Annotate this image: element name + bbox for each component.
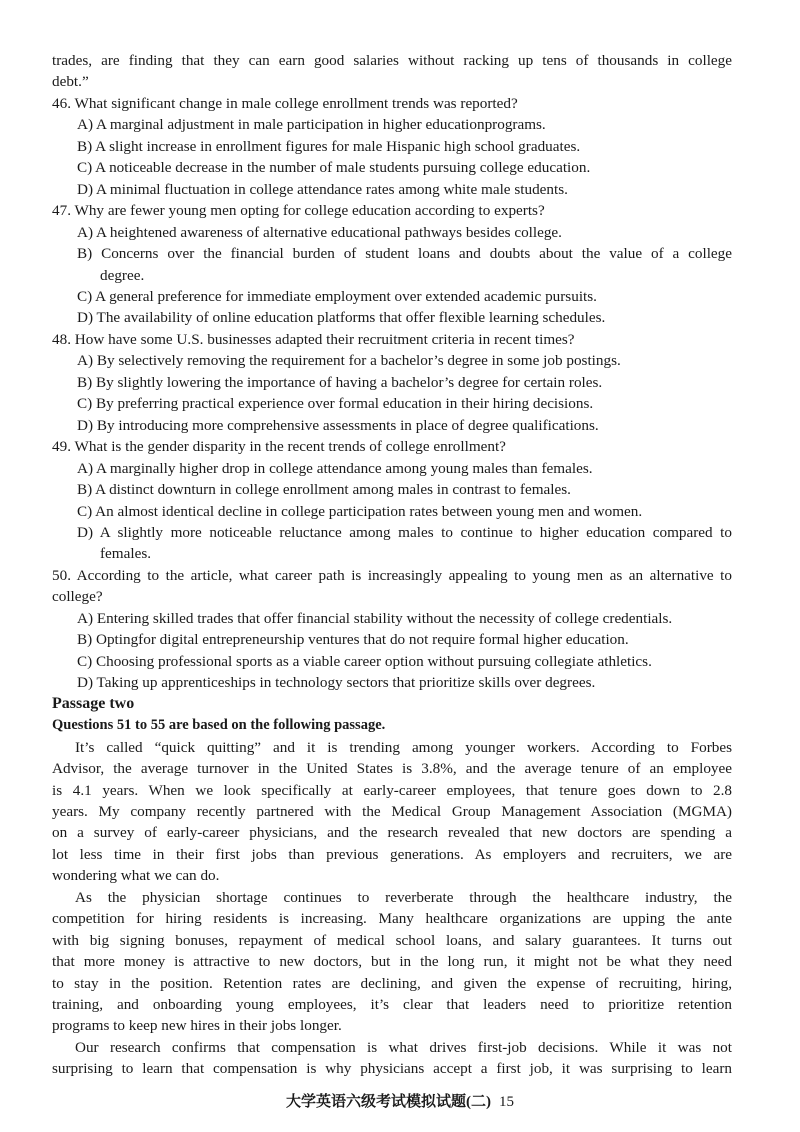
option-line: C) A noticeable decrease in the number of male students pursuing college education. <box>77 159 591 177</box>
answer-option <box>52 114 732 135</box>
answer-option <box>52 501 732 522</box>
question-stem <box>52 436 732 457</box>
paragraph-line: wondering what we can do. <box>52 867 220 885</box>
question-item <box>52 565 732 694</box>
option-line: C) By preferring practical experience over formal education in their hiring decisions. <box>77 395 594 413</box>
option-line: B) A slight increase in enrollment figures for male Hispanic high school graduates. <box>77 137 581 155</box>
option-line: degree. <box>100 266 145 284</box>
option-line: B) By slightly lowering the importance of having a bachelor’s degree for certain roles. <box>77 373 603 391</box>
paragraph-line: years. My company recently partnered with the Medical Group Management Association (MGMA) <box>52 802 732 820</box>
paragraph-line: Advisor, the average turnover in the United States is 3.8%, and the average tenure of an employee <box>52 760 732 778</box>
option-line: B) Optingfor digital entrepreneurship ventures that do not require formal higher education. <box>77 631 629 649</box>
option-line: A) By selectively removing the requirement for a bachelor’s degree in some job postings. <box>77 352 621 370</box>
option-line: D) By introducing more comprehensive assessments in place of degree qualifications. <box>77 416 599 434</box>
intro-text <box>52 50 732 93</box>
passage-instruction: Questions 51 to 55 are based on the following passage. <box>52 716 386 733</box>
question-stem <box>52 565 732 608</box>
option-line: D) Taking up apprenticeships in technology sectors that prioritize skills over degrees. <box>77 674 596 692</box>
question-item <box>52 329 732 436</box>
passage-paragraph <box>52 887 732 1037</box>
option-line: A) A marginally higher drop in college attendance among young males than females. <box>77 459 593 477</box>
answer-option <box>52 415 732 436</box>
paragraph-line: As the physician shortage continues to reverberate through the healthcare industry, the <box>75 888 732 906</box>
option-line: B) A distinct downturn in college enrollment among males in contrast to females. <box>77 481 571 499</box>
passage-paragraph <box>52 737 732 887</box>
option-line: females. <box>100 545 152 563</box>
answer-option <box>52 393 732 414</box>
option-line: C) An almost identical decline in college participation rates between young men and women. <box>77 502 643 520</box>
text-line: trades, are finding that they can earn good salaries without racking up tens of thousands in college <box>52 52 732 69</box>
passage-title: Passage two <box>52 694 135 712</box>
answer-option <box>52 157 732 178</box>
paragraph-line: with big signing bonuses, repayment of medical school loans, and salary guarantees. It turns out <box>52 931 732 949</box>
answer-option <box>52 136 732 157</box>
answer-option <box>52 458 732 479</box>
paragraph-line: programs to keep new hires in their jobs longer. <box>52 1017 342 1035</box>
paragraph-line: training, and onboarding young employees, it’s clear that leaders need to prioritize retention <box>52 996 732 1014</box>
answer-option <box>52 479 732 500</box>
answer-option <box>52 307 732 328</box>
paragraph-line: surprising to learn that compensation is why physicians accept a first job, it was surprising to learn <box>52 1060 732 1078</box>
question-stem <box>52 200 732 221</box>
question-stem-line: 48. How have some U.S. businesses adapted their recruitment criteria in recent times? <box>52 330 575 348</box>
question-stem-line: 50. According to the article, what career path is increasingly appealing to young men as an alternative to <box>52 566 732 584</box>
question-stem-line: 47. Why are fewer young men opting for college education according to experts? <box>52 202 545 220</box>
option-line: B) Concerns over the financial burden of student loans and doubts about the value of a college <box>77 245 732 263</box>
question-stem <box>52 93 732 114</box>
option-line: A) A marginal adjustment in male participation in higher educationprograms. <box>77 116 546 134</box>
question-list <box>52 93 732 694</box>
option-line: D) The availability of online education platforms that offer flexible learning schedules. <box>77 309 606 327</box>
paragraph-line: competition for hiring residents is increasing. Many healthcare organizations are upping the ante <box>52 910 732 928</box>
paragraph-line: on a survey of early-career physicians, and the research revealed that new doctors are spending a <box>52 824 732 842</box>
answer-option <box>52 372 732 393</box>
paragraph-line: to stay in the position. Retention rates are declining, and given the expense of recruiting, hiring, <box>52 974 732 992</box>
paragraph-line: Our research confirms that compensation is what drives first-job decisions. While it was not <box>75 1038 732 1056</box>
passage-body <box>52 737 732 1080</box>
option-line: C) A general preference for immediate employment over extended academic pursuits. <box>77 287 597 305</box>
option-line: D) A minimal fluctuation in college attendance rates among white male students. <box>77 180 568 198</box>
text-line: debt.” <box>52 73 89 91</box>
answer-option <box>52 179 732 200</box>
paragraph-line: is 4.1 years. When we look specifically at early-career employees, that tenure goes down to 2.8 <box>52 781 732 799</box>
question-item <box>52 200 732 329</box>
question-stem-line: 49. What is the gender disparity in the recent trends of college enrollment? <box>52 438 506 456</box>
paragraph-line: lot less time in their first jobs than previous generations. As employers and recruiters, we are <box>52 845 732 863</box>
page-footer <box>0 1090 800 1111</box>
option-line: D) A slightly more noticeable reluctance among males to continue to higher education compared to <box>77 523 732 541</box>
option-line: A) Entering skilled trades that offer financial stability without the necessity of college credentials. <box>77 609 673 627</box>
answer-option <box>52 651 732 672</box>
answer-option <box>52 286 732 307</box>
page-number: 15 <box>499 1094 514 1110</box>
answer-option <box>52 672 732 693</box>
option-line: C) Choosing professional sports as a viable career option without pursuing collegiate athletics. <box>77 652 652 670</box>
question-stem <box>52 329 732 350</box>
answer-option <box>52 629 732 650</box>
question-stem-line: college? <box>52 588 103 606</box>
answer-option <box>52 522 732 565</box>
question-item <box>52 436 732 565</box>
question-stem-line: 46. What significant change in male college enrollment trends was reported? <box>52 94 518 112</box>
answer-option <box>52 222 732 243</box>
footer-title: 大学英语六级考试模拟试题(二) <box>286 1094 491 1110</box>
answer-option <box>52 243 732 286</box>
answer-option <box>52 350 732 371</box>
question-item <box>52 93 732 200</box>
option-line: A) A heightened awareness of alternative educational pathways besides college. <box>77 223 562 241</box>
answer-option <box>52 608 732 629</box>
passage-paragraph <box>52 1037 732 1080</box>
document-page <box>52 50 732 1080</box>
paragraph-line: It’s called “quick quitting” and it is trending among younger workers. According to Forbes <box>75 738 732 756</box>
paragraph-line: that more money is attractive to new doctors, but in the long run, it might not be what they need <box>52 953 732 971</box>
